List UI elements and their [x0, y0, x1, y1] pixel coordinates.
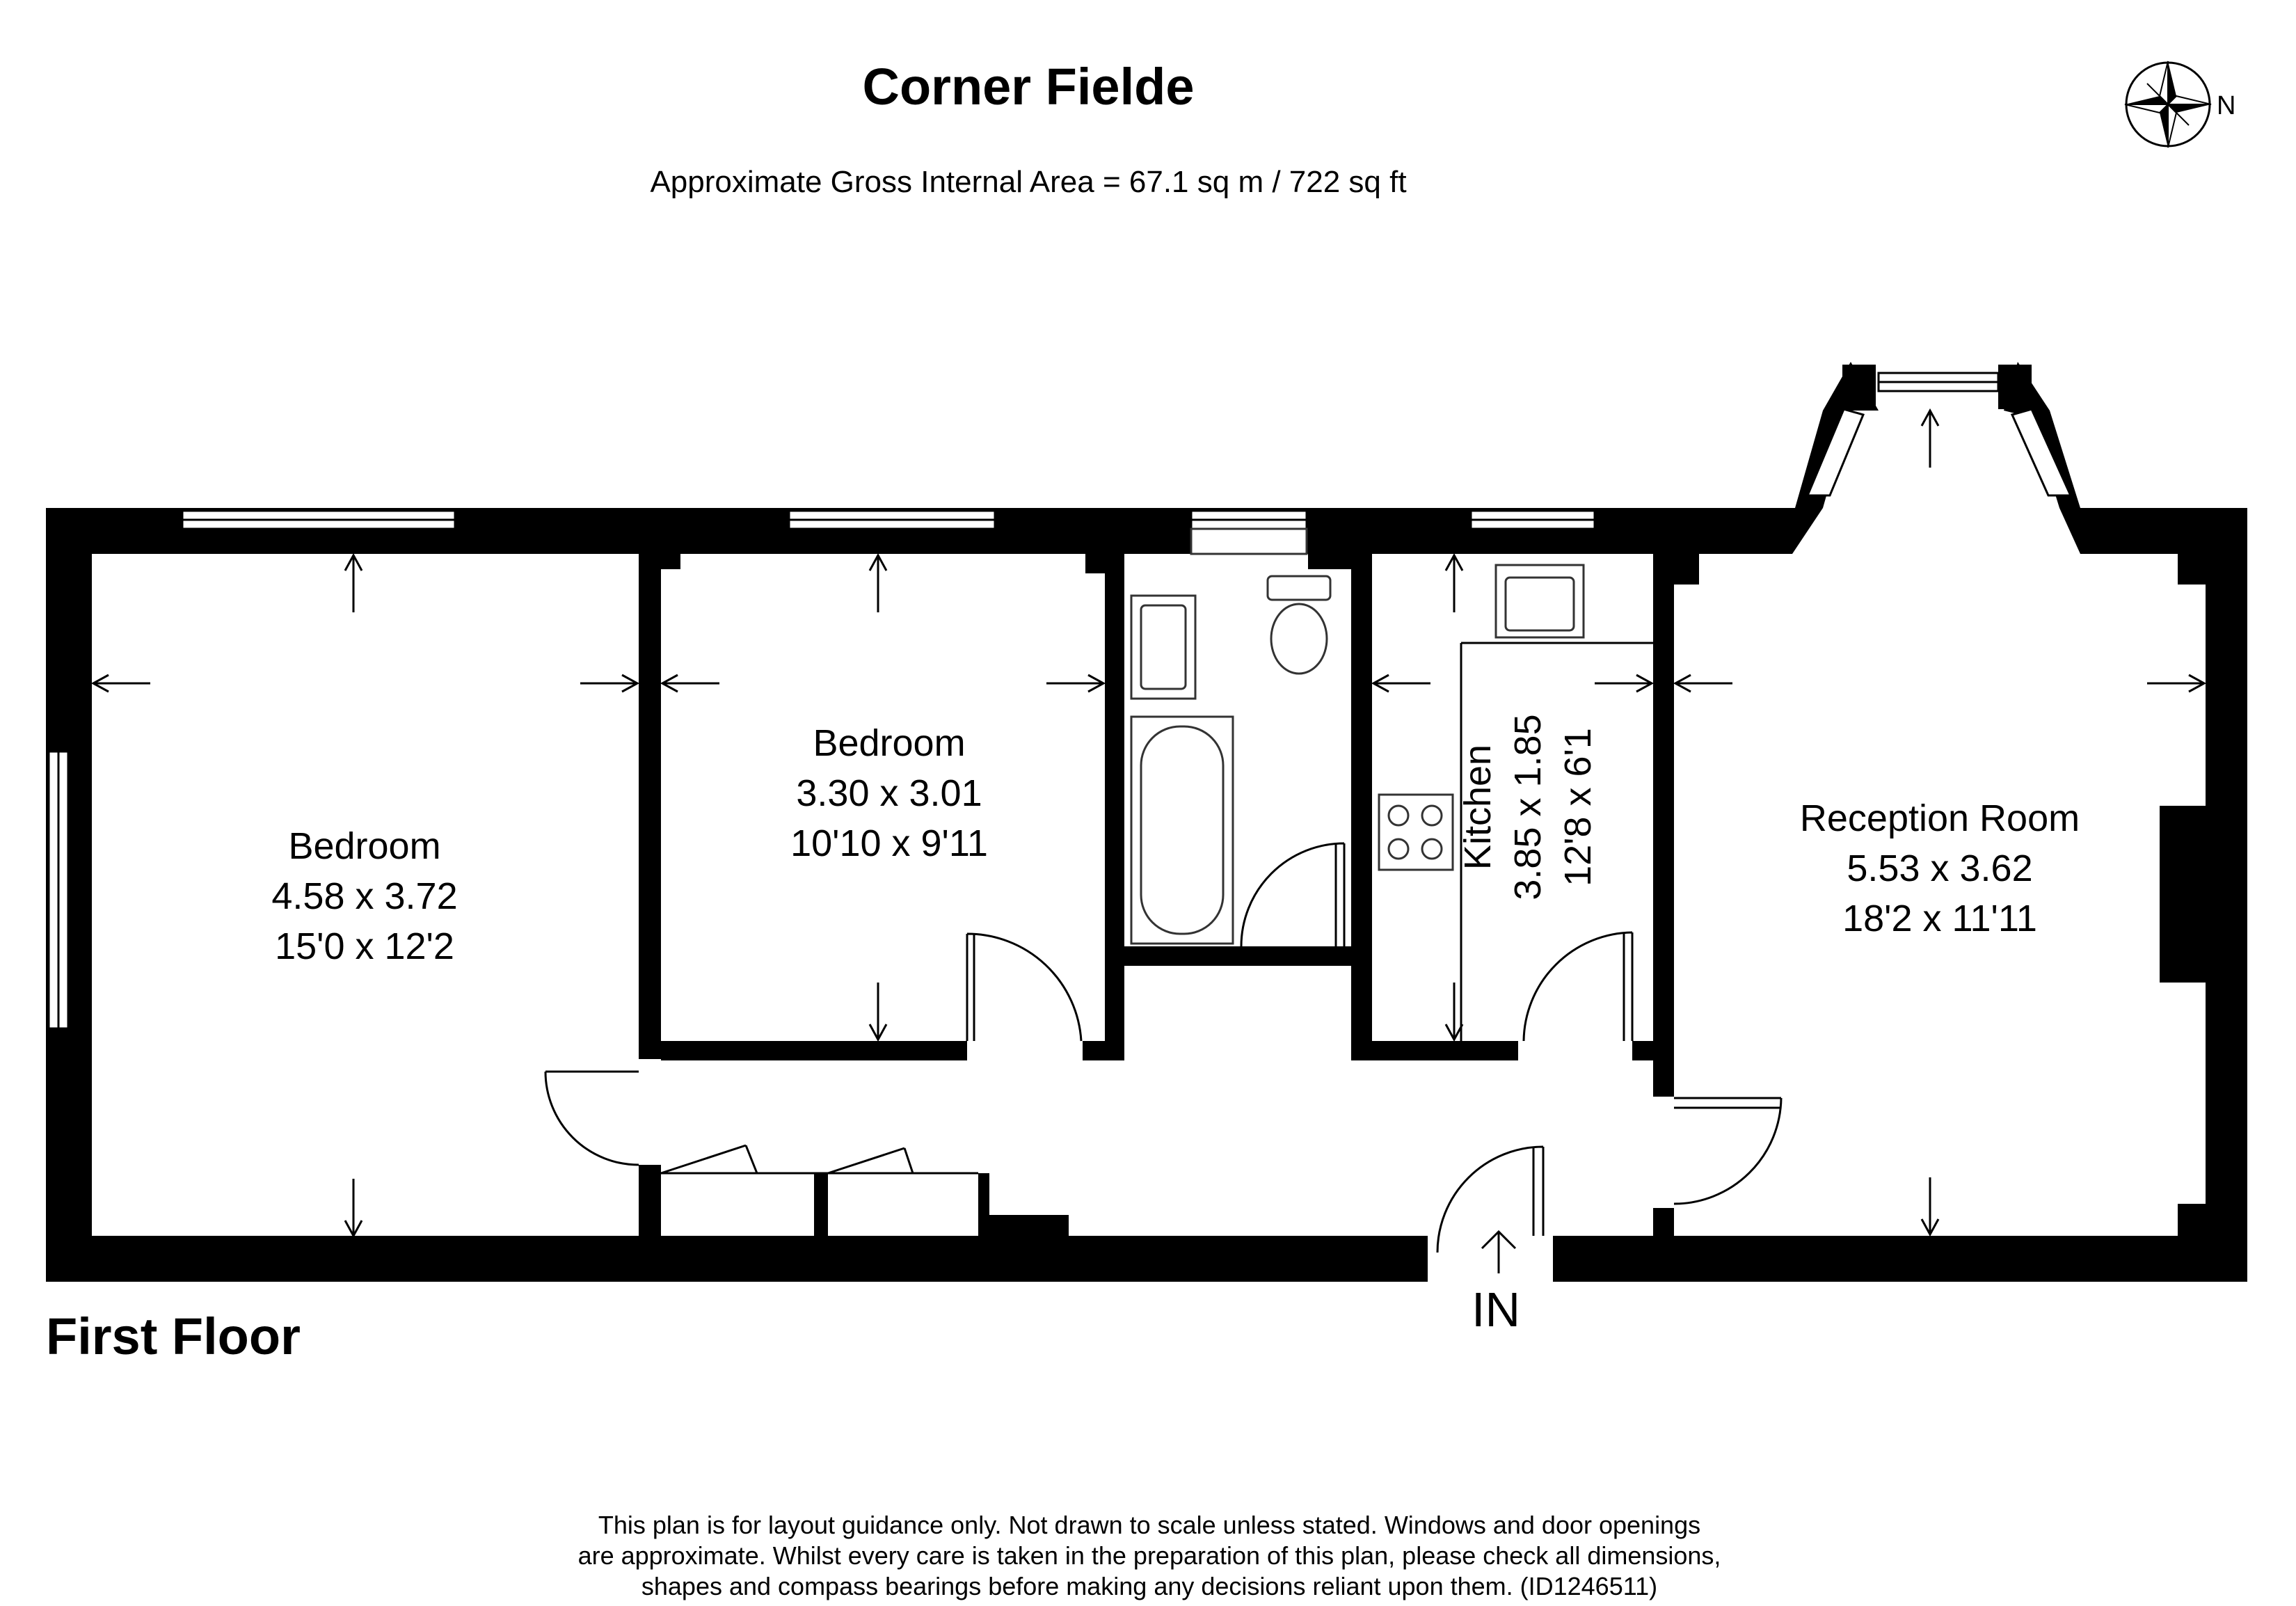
- room-metric-dimensions: 5.53 x 3.62: [1847, 848, 2033, 889]
- floor-label: First Floor: [46, 1307, 301, 1365]
- room-imperial-dimensions: 10'10 x 9'11: [790, 822, 988, 864]
- plan-title: Corner Fielde: [862, 58, 1195, 116]
- room-imperial-dimensions: 12'8 x 6'1: [1557, 728, 1599, 887]
- gross-area-text: Approximate Gross Internal Area = 67.1 sq m / 722 sq ft: [650, 165, 1407, 199]
- room-label-reception-room: [1800, 797, 2080, 939]
- room-imperial-dimensions: 18'2 x 11'11: [1842, 898, 2037, 939]
- disclaimer: [578, 1511, 1721, 1600]
- room-metric-dimensions: 3.30 x 3.01: [796, 772, 982, 814]
- compass-north-label: N: [2217, 91, 2236, 120]
- room-metric-dimensions: 4.58 x 3.72: [271, 875, 458, 917]
- room-name: Bedroom: [288, 825, 441, 867]
- hob-icon: [1379, 795, 1453, 870]
- room-metric-dimensions: 3.85 x 1.85: [1507, 714, 1549, 900]
- toilet-icon: [1268, 576, 1330, 674]
- disclaimer-line: are approximate. Whilst every care is taken in the preparation of this plan, please check all dimensions,: [577, 1541, 1721, 1570]
- bathroom-fixtures: [1131, 576, 1330, 944]
- compass-icon: [2125, 61, 2211, 148]
- room-label-bedroom-1: [271, 825, 457, 967]
- room-label-bedroom-2: [790, 722, 988, 864]
- room-imperial-dimensions: 15'0 x 12'2: [275, 925, 454, 967]
- disclaimer-line: This plan is for layout guidance only. Not drawn to scale unless stated. Windows and door openings: [598, 1511, 1701, 1539]
- entrance-label: IN: [1472, 1282, 1520, 1337]
- room-label-kitchen: [1457, 714, 1599, 900]
- room-name: Reception Room: [1799, 797, 2080, 839]
- room-name: Kitchen: [1457, 744, 1499, 870]
- room-name: Bedroom: [813, 722, 966, 764]
- disclaimer-line: shapes and compass bearings before making any decisions reliant upon them. (ID1246511): [641, 1572, 1658, 1600]
